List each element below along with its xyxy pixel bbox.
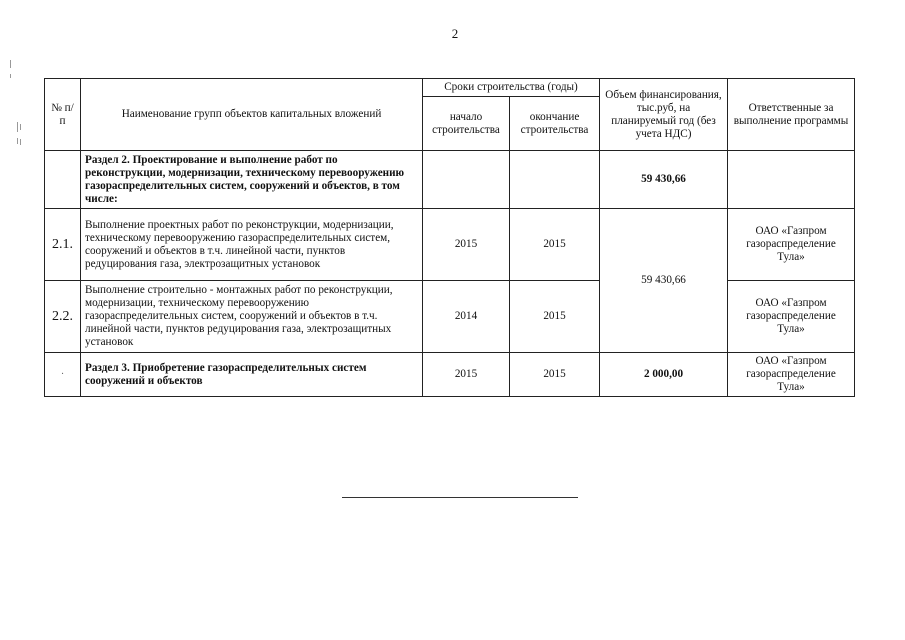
header-responsible-cell: Ответственные за выполнение программы: [728, 79, 855, 151]
section2-num-cell: [45, 151, 81, 209]
item21-responsible-cell: ОАО «Газпром газораспределение Тула»: [728, 209, 855, 281]
item22-start-cell: 2014: [423, 281, 510, 353]
table-row-2-1: [45, 209, 855, 281]
section2-end-cell: [510, 151, 600, 209]
item21-start-cell: 2015: [423, 209, 510, 281]
section2-responsible-cell: [728, 151, 855, 209]
section3-responsible-cell: ОАО «Газпром газораспределение Тула»: [728, 353, 855, 397]
items-shared-volume-cell: 59 430,66: [600, 209, 728, 353]
item21-name-cell: Выполнение проектных работ по реконструкции, модернизации, техническому перевооружению газораспределительных систем, сооружений и объектов в т.ч. линейной части, пунктов редуцирования газа, электрозащитных установок: [81, 209, 423, 281]
page-number: 2: [451, 26, 459, 41]
section2-name-cell: Раздел 2. Проектирование и выполнение работ по реконструкции, модернизации, техническому перевооружению газораспределительных систем, сооружений и объектов, в том числе:: [81, 151, 423, 209]
header-terms-cell: Сроки строительства (годы): [423, 79, 600, 97]
section3-num-cell: ·: [45, 353, 81, 397]
header-volume-cell: Объем финансирования, тыс.руб, на планируемый год (без учета НДС): [600, 79, 728, 151]
section2-start-cell: [423, 151, 510, 209]
section3-name-cell: Раздел 3. Приобретение газораспределительных систем сооружений и объектов: [81, 353, 423, 397]
section2-volume-cell: 59 430,66: [600, 151, 728, 209]
margin-scan-marks: [8, 60, 22, 150]
header-num-cell: № п/п: [45, 79, 81, 151]
item21-end-cell: 2015: [510, 209, 600, 281]
item22-name-cell: Выполнение строительно - монтажных работ по реконструкции, модернизации, техническому перевооружению газораспределительных систем, сооружений и объектов в т.ч. линейной части, пунктов редуцирования газа, электрозащитных установок: [81, 281, 423, 353]
item22-num-cell: 2.2.: [45, 281, 81, 353]
section3-end-cell: 2015: [510, 353, 600, 397]
item22-responsible-cell: ОАО «Газпром газораспределение Тула»: [728, 281, 855, 353]
header-start-cell: начало строительства: [423, 97, 510, 151]
table-row-section-2: [45, 151, 855, 209]
item21-num-cell: 2.1.: [45, 209, 81, 281]
header-row-top: [45, 79, 855, 97]
item22-end-cell: 2015: [510, 281, 600, 353]
capital-investment-table: [44, 78, 855, 397]
table-row-section-3: [45, 353, 855, 397]
signature-divider-line: [342, 497, 578, 498]
section3-volume-cell: 2 000,00: [600, 353, 728, 397]
header-name-cell: Наименование групп объектов капитальных вложений: [81, 79, 423, 151]
table-row-2-2: [45, 281, 855, 353]
header-end-cell: окончание строительства: [510, 97, 600, 151]
section3-start-cell: 2015: [423, 353, 510, 397]
